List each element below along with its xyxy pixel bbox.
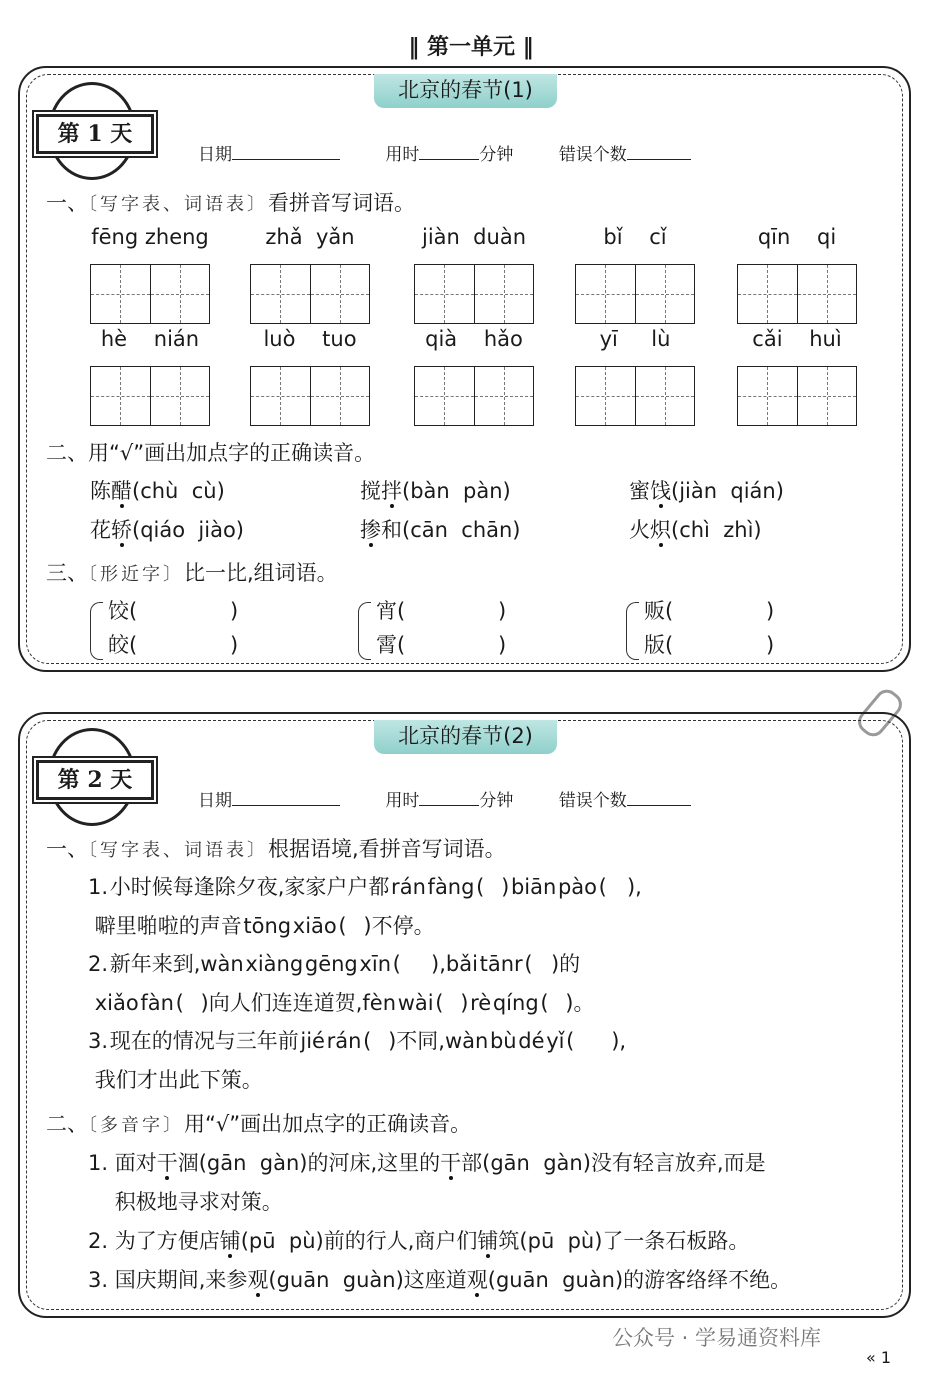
word-group-item: 皎( (108, 633, 138, 657)
close-paren: ) (498, 599, 507, 623)
section-heading (46, 190, 415, 218)
day-badge-label: 第 2 天 (36, 760, 154, 800)
grid-cell (798, 367, 857, 425)
errors-field[interactable] (627, 141, 691, 160)
dotted-character: 观 (466, 1268, 488, 1292)
dotted-character: 铺 (477, 1229, 499, 1253)
section-number: 一、 (46, 191, 88, 215)
pinyin-label: luò tuo (263, 327, 357, 351)
day-badge (36, 82, 136, 178)
time-field[interactable] (419, 141, 479, 160)
text-segment: (pū pù)前的行人,商户们 (240, 1229, 478, 1253)
time-label: 用时 (385, 145, 420, 165)
pronunciation-item[interactable] (90, 478, 225, 504)
errors-field[interactable] (627, 787, 691, 806)
fill-in-line[interactable]: xiǎo fàn ( )向人们连连道贺,fèn wài ( ) rè qíng ( )。 (88, 990, 595, 1015)
text-segment: (bàn pàn) (402, 479, 511, 503)
text-segment: (chì zhì) (671, 518, 762, 542)
dotted-character: 干 (156, 1151, 178, 1175)
section-tag: 〔写字表、词语表〕 (88, 194, 268, 215)
text-segment: 1. 面对 (88, 1151, 157, 1175)
tianzige-grid[interactable] (414, 366, 534, 426)
text-segment: 陈 (90, 479, 111, 503)
section-number: 二、 (46, 1112, 88, 1136)
meta-row (198, 140, 691, 165)
text-segment: 积极地寻求对策。 (88, 1190, 283, 1214)
polyphone-line[interactable] (88, 1267, 791, 1293)
close-paren: ) (766, 633, 775, 657)
tianzige-grid[interactable] (737, 366, 857, 426)
pronunciation-item[interactable] (629, 517, 762, 543)
section-heading (46, 1111, 471, 1139)
pinyin-label: cǎi huì (752, 327, 842, 351)
section-number: 三、 (46, 561, 88, 585)
tianzige-grid[interactable] (414, 264, 534, 324)
dotted-character: 铺 (219, 1229, 241, 1253)
text-segment: (guān guàn)这座道 (268, 1268, 467, 1292)
tianzige-grid[interactable] (737, 264, 857, 324)
grid-cell (151, 367, 210, 425)
pinyin-label: zhǎ yǎn (265, 225, 355, 249)
text-segment: (jiàn qián) (671, 479, 784, 503)
watermark: 公众号 · 学易通资料库 (612, 1326, 822, 1350)
day-2-card (18, 712, 911, 1318)
grid-cell (475, 367, 534, 425)
brace-icon (626, 602, 639, 660)
dotted-character: 醋 (111, 479, 132, 503)
day-badge (36, 728, 136, 824)
section-heading: 二、用“√”画出加点字的正确读音。 (46, 441, 376, 465)
text-segment: 花 (90, 518, 111, 542)
grid-cell (576, 367, 636, 425)
text-segment: 3. 国庆期间,来参 (88, 1268, 248, 1292)
grid-cell (738, 265, 798, 323)
minutes-label: 分钟 (479, 145, 514, 165)
brace-icon (90, 602, 103, 660)
grid-cell (91, 265, 151, 323)
pronunciation-item[interactable] (629, 478, 784, 504)
text-segment: 部(gān gàn)没有轻言放弃,而是 (461, 1151, 766, 1175)
pinyin-label: qīn qi (757, 225, 837, 249)
fill-in-line[interactable]: 1. 小时候每逢除夕夜,家家户户都 rán fàng ( ) biān pào ( ), (88, 875, 642, 899)
text-segment: 蜜 (629, 479, 650, 503)
word-group-item: 饺( (108, 599, 138, 623)
section-tag: 〔形近字〕 (88, 564, 184, 585)
grid-cell (636, 265, 695, 323)
time-field[interactable] (419, 787, 479, 806)
fill-in-line[interactable]: 3. 现在的情况与三年前 jié rán ( )不同,wàn bù dé yǐ ( ), (88, 1029, 627, 1053)
section-instruction: 根据语境,看拼音写词语。 (268, 837, 506, 861)
errors-label: 错误个数 (558, 791, 627, 811)
text-segment: 和(cān chān) (381, 518, 521, 542)
pinyin-label: yī lù (599, 327, 671, 351)
minutes-label: 分钟 (479, 791, 514, 811)
pinyin-label: hè nián (100, 327, 200, 351)
section-tag: 〔多音字〕 (88, 1115, 184, 1136)
pronunciation-item[interactable] (90, 517, 244, 543)
grid-cell (415, 367, 475, 425)
dotted-character: 饯 (650, 479, 671, 503)
day-badge-label: 第 1 天 (36, 114, 154, 154)
tianzige-grid[interactable] (575, 264, 695, 324)
time-label: 用时 (385, 791, 420, 811)
text-segment: (guān guàn)的游客络绎不绝。 (487, 1268, 792, 1292)
polyphone-line[interactable] (88, 1189, 283, 1215)
tianzige-grid[interactable] (90, 366, 210, 426)
tianzige-grid[interactable] (250, 366, 370, 426)
text-segment: (chù cù) (132, 479, 225, 503)
section-instruction: 看拼音写词语。 (268, 191, 415, 215)
dotted-character: 干 (440, 1151, 462, 1175)
date-field[interactable] (232, 787, 340, 806)
date-label: 日期 (198, 145, 232, 165)
word-group-item: 宵( (376, 599, 406, 623)
meta-row (198, 786, 691, 811)
dotted-character: 掺 (360, 518, 381, 542)
word-group-item: 版( (644, 633, 674, 657)
section-heading (46, 836, 506, 864)
lesson-title: 北京的春节(2) (374, 720, 557, 754)
section-number: 一、 (46, 837, 88, 861)
grid-cell (251, 265, 311, 323)
text-segment: 筑(pū pù)了一条石板路。 (498, 1229, 750, 1253)
fill-in-line[interactable]: 噼里啪啦的声音 tōng xiāo ( )不停。 (88, 913, 435, 938)
fill-in-line[interactable]: 2. 新年来到,wàn xiàng gēng xīn ( ),bǎi tānr ( )的 (88, 952, 581, 976)
dotted-character: 观 (247, 1268, 269, 1292)
grid-cell (251, 367, 311, 425)
grid-cell (636, 367, 695, 425)
date-field[interactable] (232, 141, 340, 160)
grid-cell (415, 265, 475, 323)
grid-cell (475, 265, 534, 323)
pronunciation-item[interactable] (360, 517, 521, 543)
grid-cell (91, 367, 151, 425)
unit-title: ‖ 第一单元 ‖ (408, 34, 534, 60)
word-group-item: 霄( (376, 633, 406, 657)
grid-cell (151, 265, 210, 323)
close-paren: ) (230, 633, 239, 657)
page-number: « 1 (866, 1348, 892, 1367)
lesson-title: 北京的春节(1) (374, 74, 557, 108)
pinyin-label: qià hǎo (425, 327, 523, 351)
word-group-item: 贩( (644, 599, 674, 623)
grid-cell (576, 265, 636, 323)
day-1-card (18, 66, 911, 672)
text-segment: (qiáo jiào) (132, 518, 245, 542)
dotted-character: 炽 (650, 518, 671, 542)
grid-cell (738, 367, 798, 425)
tianzige-grid[interactable] (250, 264, 370, 324)
section-tag: 〔写字表、词语表〕 (88, 840, 268, 861)
date-label: 日期 (198, 791, 232, 811)
dotted-character: 拌 (381, 479, 402, 503)
text-segment: 涸(gān gàn)的河床,这里的 (177, 1151, 441, 1175)
brace-icon (358, 602, 371, 660)
close-paren: ) (498, 633, 507, 657)
section-instruction: 比一比,组词语。 (184, 561, 338, 585)
pinyin-label: fēng zheng (91, 225, 209, 249)
polyphone-line[interactable] (88, 1150, 766, 1176)
fill-in-line[interactable]: 我们才出此下策。 (88, 1067, 263, 1092)
text-segment: 2. 为了方便店 (88, 1229, 220, 1253)
pronunciation-item[interactable] (360, 478, 511, 504)
tianzige-grid[interactable] (575, 366, 695, 426)
dotted-character: 轿 (111, 518, 132, 542)
pinyin-label: jiàn duàn (421, 225, 526, 249)
section-heading (46, 560, 338, 588)
polyphone-line[interactable] (88, 1228, 749, 1254)
close-paren: ) (230, 599, 239, 623)
text-segment: 搅 (360, 479, 381, 503)
section-instruction: 用“√”画出加点字的正确读音。 (184, 1112, 472, 1136)
pinyin-label: bǐ cǐ (603, 225, 667, 249)
grid-cell (311, 265, 370, 323)
grid-cell (311, 367, 370, 425)
text-segment: 火 (629, 518, 650, 542)
close-paren: ) (766, 599, 775, 623)
errors-label: 错误个数 (558, 145, 627, 165)
tianzige-grid[interactable] (90, 264, 210, 324)
grid-cell (798, 265, 857, 323)
